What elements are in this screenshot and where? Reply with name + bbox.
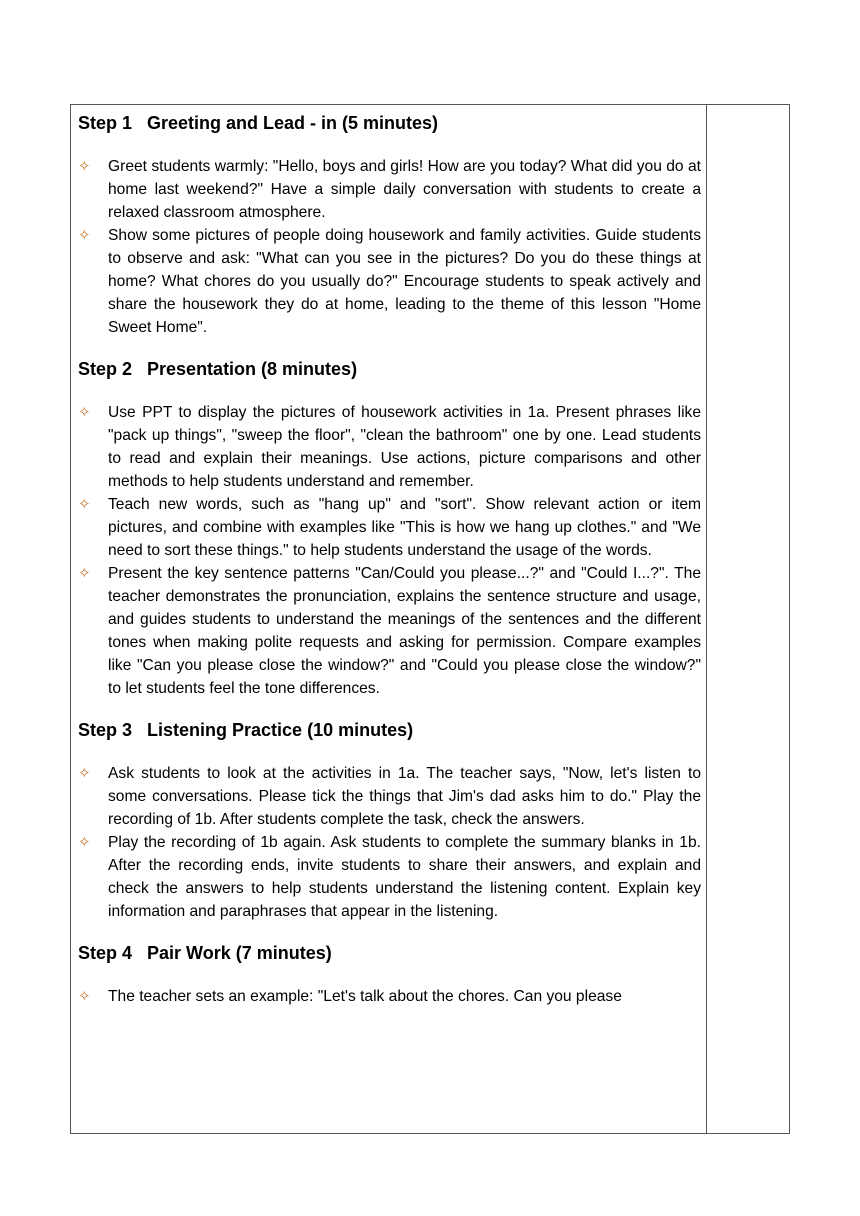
lesson-plan-table (70, 104, 790, 1134)
step-title: Step 1 Greeting and Lead - in (5 minutes) (78, 113, 439, 133)
bullet-item (78, 562, 701, 700)
bullet-item (78, 493, 701, 562)
step-section (78, 718, 701, 923)
four-point-star-bullet-icon: ✧ (78, 564, 91, 582)
step-title: Step 3 Listening Practice (10 minutes) (78, 720, 414, 740)
bullet-text: The teacher sets an example: "Let's talk about the chores. Can you please (108, 988, 622, 1005)
four-point-star-bullet-icon: ✧ (78, 764, 91, 782)
bullet-item (78, 762, 701, 831)
bullet-item (78, 401, 701, 493)
notes-column (707, 105, 789, 1133)
bullet-item (78, 155, 701, 224)
bullet-text: Greet students warmly: "Hello, boys and girls! How are you today? What did you do at home last weekend?" Have a simple daily conversation with students to create a relaxed classroom atmosphere. (108, 158, 701, 221)
four-point-star-bullet-icon: ✧ (78, 833, 91, 851)
bullet-item (78, 985, 701, 1008)
bullet-text: Use PPT to display the pictures of housework activities in 1a. Present phrases like "pack up things", "sweep the floor", "clean the bathroom" one by one. Lead students to read and explain their meanings. Use actions, picture comparisons and other methods to help students understand and remember. (108, 404, 701, 490)
bullet-text: Present the key sentence patterns "Can/Could you please...?" and "Could I...?". The teacher demonstrates the pronunciation, explains the sentence structure and usage, and guides students to understand the meanings of the sentences and the different tones when making polite requests and asking for permission. Compare examples like "Can you please close the window?" and "Could you please close the window?" to let students feel the tone differences. (108, 565, 701, 697)
bullet-text: Show some pictures of people doing housework and family activities. Guide students to observe and ask: "What can you see in the pictures? Do you do these things at home? What chores do you usually do?" Encourage students to speak actively and share the housework they do at home, leading to the theme of this lesson "Home Sweet Home". (108, 227, 701, 336)
lesson-steps-column (71, 105, 707, 1133)
step-title: Step 4 Pair Work (7 minutes) (78, 943, 332, 963)
bullet-item (78, 224, 701, 339)
step-title: Step 2 Presentation (8 minutes) (78, 359, 358, 379)
four-point-star-bullet-icon: ✧ (78, 495, 91, 513)
four-point-star-bullet-icon: ✧ (78, 226, 91, 244)
bullet-text: Ask students to look at the activities in 1a. The teacher says, "Now, let's listen to some conversations. Please tick the things that Jim's dad asks him to do." Play the recording of 1b. After students complete the task, check the answers. (108, 765, 701, 828)
step-section (78, 357, 701, 700)
step-section (78, 111, 701, 339)
four-point-star-bullet-icon: ✧ (78, 403, 91, 421)
four-point-star-bullet-icon: ✧ (78, 157, 91, 175)
four-point-star-bullet-icon: ✧ (78, 987, 91, 1005)
bullet-text: Teach new words, such as "hang up" and "sort". Show relevant action or item pictures, and combine with examples like "This is how we hang up clothes." and "We need to sort these things." to help students understand the usage of the words. (108, 496, 701, 559)
step-section (78, 941, 701, 1008)
bullet-item (78, 831, 701, 923)
bullet-text: Play the recording of 1b again. Ask students to complete the summary blanks in 1b. After the recording ends, invite students to share their answers, and explain and check the answers to help students understand the listening content. Explain key information and paraphrases that appear in the listening. (108, 834, 701, 920)
